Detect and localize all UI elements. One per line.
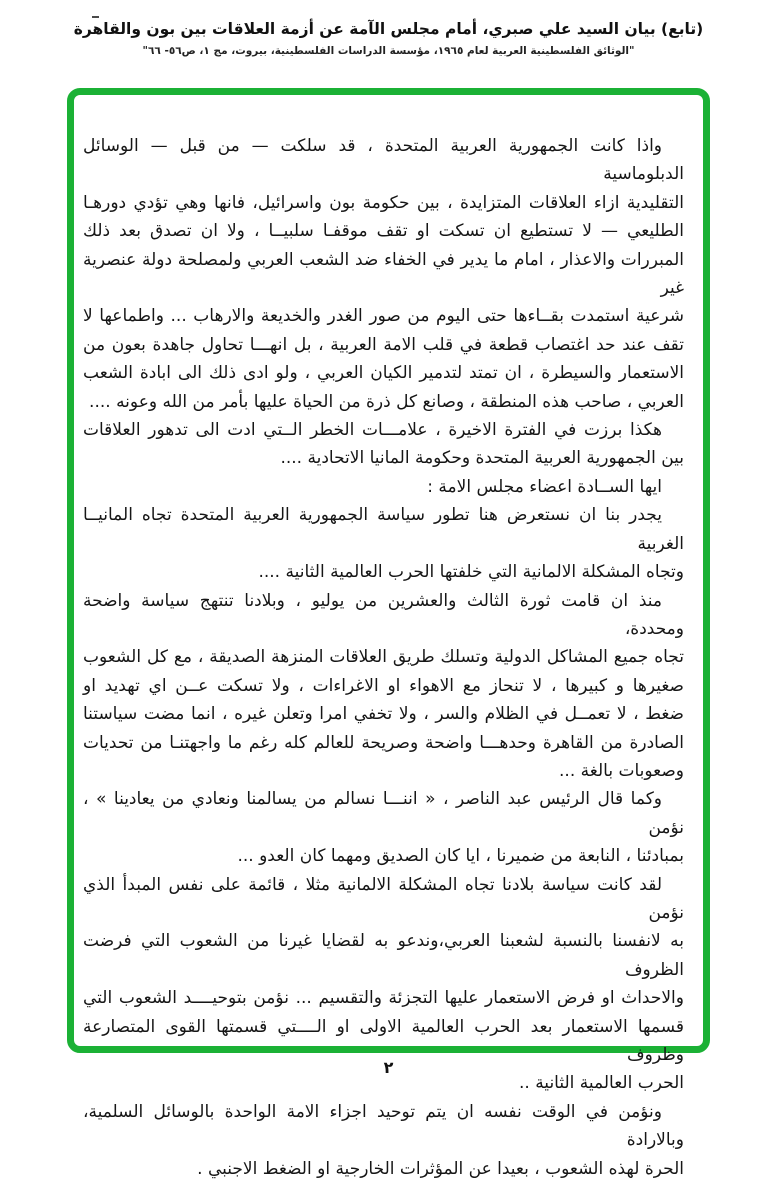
scan-artifact-dash [92, 16, 99, 18]
text-line: تقف عند حد اغتصاب قطعة في قلب الامة العربية ، بل انهـــا تحاول جاهدة بعون من [83, 334, 684, 355]
text-line: بين الجمهورية العربية المتحدة وحكومة المانيا الاتحادية .... [280, 448, 684, 469]
header-title: (تابع) بيان السيد علي صبري، أمام مجلس الآمة عن أزمة العلاقات بين بون والقاهرة [73, 20, 704, 38]
paragraph [83, 501, 684, 586]
text-line: العربي ، صاحب هذه المنطقة ، وصانع كل ذرة من الحياة عليها بأمر من الله وعونه .... [89, 391, 684, 412]
text-line: المبررات والاعذار ، امام ما يدير في الخفاء ضد الشعب العربي ولمصلحة دولة عنصرية غير [83, 249, 684, 299]
document-header [0, 20, 777, 57]
text-line: شرعية استمدت بقــاءها حتى اليوم من صور الغدر والخديعة والارهاب ... واطماعها لا [83, 306, 684, 327]
text-line: منذ ان قامت ثورة الثالث والعشرين من يوليو ، وبلادنا تنتهج سياسة واضحة ومحددة، [83, 590, 684, 639]
text-line: وتجاه المشكلة الالمانية التي خلفتها الحرب العالمية الثانية .... [258, 562, 684, 583]
text-line: ايها الســادة اعضاء مجلس الامة : [427, 476, 662, 497]
text-line: الصادرة من القاهرة وحدهـــا واضحة وصريحة للعالم كله رغم ما واجهتنـا من تحديات [83, 732, 684, 753]
text-line: الاستعمار والسيطرة ، ان تمتد لتدمير الكيان العربي ، ولو ادى ذلك الى ابادة الشعب [83, 363, 684, 384]
paragraph [83, 587, 684, 786]
text-line: التقليدية ازاء العلاقات المتزايدة ، بين حكومة بون واسرائيل، فانها وهي تؤدي دورهـا [83, 192, 684, 213]
text-line: الحرب العالمية الثانية .. [518, 1073, 684, 1094]
paragraph [83, 416, 684, 473]
text-line: وكما قال الرئيس عبد الناصر ، « اننـــا نسالم من يسالمنا ونعادي من يعادينا » ، نؤمن [83, 789, 684, 838]
text-line: به لانفسنا بالنسبة لشعبنا العربي،وندعو به لقضايا غيرنا من الشعوب التي فرضت الظروف [83, 931, 684, 980]
paragraph [83, 785, 684, 870]
text-line: بمبادئنا ، النابعة من ضميرنا ، ايا كان الصديق ومهما كان العدو ... [237, 846, 684, 867]
text-line: هكذا برزت في الفترة الاخيرة ، علامـــات الخطر الــتي ادت الى تدهور العلاقات [83, 420, 662, 441]
text-line: الحرة لهذه الشعوب ، بعيدا عن المؤثرات الخارجية او الضغط الاجنبي . [197, 1158, 684, 1179]
paragraph [83, 1098, 684, 1183]
text-line: والاحداث او فرض الاستعمار عليها التجزئة والتقسيم ... نؤمن بتوحيــــد الشعوب التي [83, 988, 684, 1009]
text-line: وصعوبات بالغة ... [559, 760, 684, 781]
text-line: ضغط ، لا تعمــل في الظلام والسر ، ولا تخفي امرا وتعلن غيره ، انما مضت سياستنا [83, 704, 684, 725]
text-line: تجاه جميع المشاكل الدولية وتسلك طريق العلاقات المنزهة الصديقة ، مع كل الشعوب [83, 647, 684, 668]
text-line: يجدر بنا ان نستعرض هنا تطور سياسة الجمهورية العربية المتحدة تجاه المانيــا الغربية [83, 505, 684, 554]
text-line: قسمها الاستعمار بعد الحرب العالمية الاولى او الــــتي قسمتها القوى المتصارعة وظروف [83, 1016, 684, 1065]
header-source-citation: "الوثائق الفلسطينية العربية لعام ١٩٦٥، مؤسسة الدراسات الفلسطينية، بيروت، مج ١، ص٥٦- ٦٦" [142, 45, 635, 57]
text-line: صغيرها و كبيرها ، لا تنحاز مع الاهواء او الاغراءات ، ولا تسكت عــن اي تهديد او [83, 675, 684, 696]
text-line: ونؤمن في الوقت نفسه ان يتم توحيد اجزاء الامة الواحدة بالوسائل السلمية، وبالارادة [83, 1101, 684, 1151]
paragraph [83, 132, 684, 416]
paragraph [83, 473, 684, 501]
text-line: الطليعي — لا تستطيع ان تسكت او تقف موقفـا سلبيــا ، ولا ان تصدق بعد ذلك [83, 221, 684, 242]
page-number: ٢ [383, 1058, 394, 1077]
document-body [83, 132, 684, 1183]
text-line: لقد كانت سياسة بلادنا تجاه المشكلة الالمانية مثلا ، قائمة على نفس المبدأ الذي نؤمن [83, 874, 684, 923]
text-line: واذا كانت الجمهورية العربية المتحدة ، قد سلكت — من قبل — الوسائل الدبلوماسية [83, 136, 684, 185]
green-border-frame [67, 88, 710, 1179]
